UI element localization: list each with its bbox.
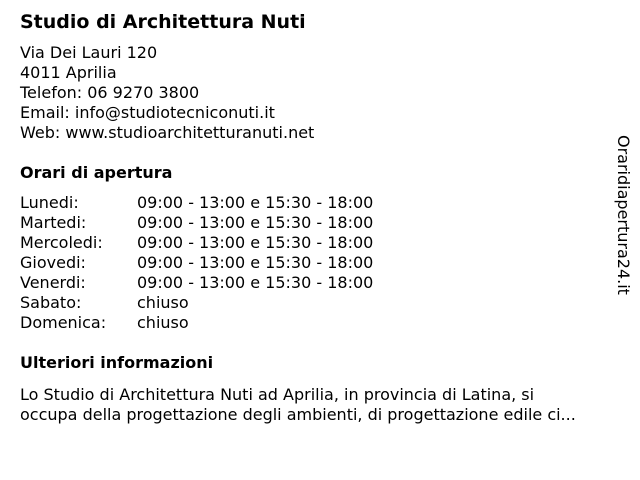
day-label: Domenica: [20,313,107,332]
opening-hours-heading: Orari di apertura [20,163,173,182]
contact-details [20,43,314,143]
opening-hours-table [20,193,373,333]
business-name: Studio di Architettura Nuti [20,11,306,33]
more-info-heading: Ulteriori informazioni [20,353,214,372]
day-label: Giovedi: [20,253,86,272]
time-value: 09:00 - 13:00 e 15:30 - 18:00 [137,273,374,292]
address-street: Via Dei Lauri 120 [20,43,158,62]
time-value: chiuso [137,293,189,312]
day-label: Martedi: [20,213,87,232]
hours-row-tuesday [20,213,373,233]
description-line: occupa della progettazione degli ambienti, di progettazione edile ci... [20,405,576,424]
website-address: Web: www.studioarchitetturanuti.net [20,123,315,142]
business-description [20,385,630,425]
phone-number: Telefon: 06 9270 3800 [20,83,200,102]
hours-row-friday [20,273,373,293]
email-address: Email: info@studiotecniconuti.it [20,103,275,122]
day-label: Lunedi: [20,193,79,212]
time-value: 09:00 - 13:00 e 15:30 - 18:00 [137,193,374,212]
hours-row-saturday [20,293,373,313]
hours-row-monday [20,193,373,213]
time-value: 09:00 - 13:00 e 15:30 - 18:00 [137,233,374,252]
hours-row-thursday [20,253,373,273]
hours-row-sunday [20,313,373,333]
time-value: chiuso [137,313,189,332]
description-line: Lo Studio di Architettura Nuti ad Aprilia, in provincia di Latina, si [20,385,535,404]
day-label: Mercoledi: [20,233,103,252]
time-value: 09:00 - 13:00 e 15:30 - 18:00 [137,253,374,272]
day-label: Sabato: [20,293,82,312]
site-watermark: Oraridiapertura24.it [614,135,633,295]
address-city: 4011 Aprilia [20,63,117,82]
time-value: 09:00 - 13:00 e 15:30 - 18:00 [137,213,374,232]
day-label: Venerdi: [20,273,86,292]
hours-row-wednesday [20,233,373,253]
